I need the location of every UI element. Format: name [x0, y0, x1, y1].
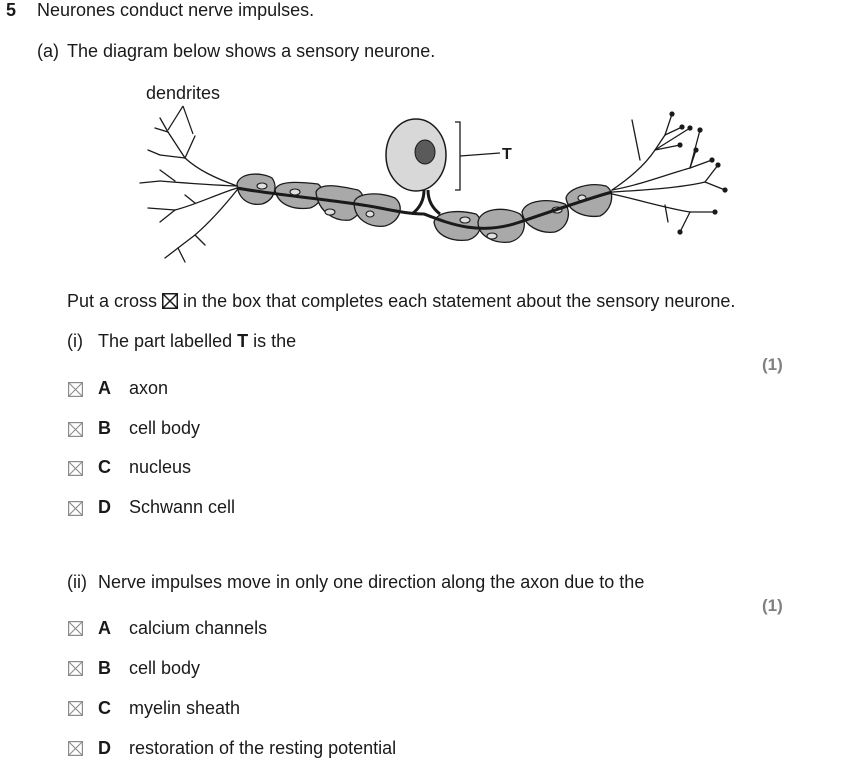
option-letter: A: [98, 378, 111, 398]
part-i-text-bold: T: [237, 331, 249, 351]
checkbox-icon[interactable]: [68, 701, 83, 716]
checkbox-icon[interactable]: [68, 422, 83, 437]
terminal-knobs: [669, 111, 727, 234]
part-i-label: (i): [67, 331, 83, 351]
checkbox-icon[interactable]: [68, 461, 83, 476]
checkbox-icon[interactable]: [68, 661, 83, 676]
left-dendrites: [140, 118, 237, 262]
checkbox-icon[interactable]: [68, 621, 83, 636]
checkbox-icon[interactable]: [68, 501, 83, 516]
part-ii-label: (ii): [67, 572, 87, 592]
checkbox-icon[interactable]: [68, 741, 83, 756]
dendrites-pointer-lines: [168, 106, 193, 134]
label-t: T: [502, 146, 512, 163]
part-ii-question: Nerve impulses move in only one direction along the axon due to the: [98, 572, 645, 592]
instruction-text-after: in the box that completes each statement about the sensory neurone.: [178, 291, 736, 311]
option-letter: C: [98, 698, 111, 718]
part-a-text: The diagram below shows a sensory neurone.: [67, 41, 436, 61]
part-i-question: [98, 331, 296, 352]
option-text: myelin sheath: [129, 698, 241, 718]
question-number: 5: [6, 0, 17, 20]
part-i-text-before: The part labelled: [98, 331, 238, 351]
option-text: nucleus: [129, 457, 192, 477]
question-stem: Neurones conduct nerve impulses.: [37, 0, 315, 20]
option-letter: D: [98, 738, 111, 758]
part-a-label: (a): [37, 41, 59, 61]
option-text: restoration of the resting potential: [129, 738, 397, 758]
label-t-bracket: [455, 122, 500, 190]
dendrites-label: dendrites: [146, 83, 221, 103]
part-i-marks: (1): [762, 355, 783, 374]
cell-body-stalk: [412, 190, 440, 214]
option-letter: D: [98, 497, 111, 517]
sensory-neurone-diagram: [0, 0, 863, 270]
instruction-text-before: Put a cross: [67, 291, 163, 311]
instruction: [67, 291, 735, 312]
option-letter: B: [98, 418, 111, 438]
option-letter: B: [98, 658, 111, 678]
option-text: calcium channels: [129, 618, 268, 638]
option-text: cell body: [129, 658, 201, 678]
option-letter: A: [98, 618, 111, 638]
option-text: Schwann cell: [129, 497, 236, 517]
axon-terminals: [612, 114, 725, 232]
part-ii-marks: (1): [762, 596, 783, 615]
part-i-text-after: is the: [248, 331, 297, 351]
option-text: axon: [129, 378, 169, 398]
cross-box-icon: [162, 293, 178, 309]
option-text: cell body: [129, 418, 201, 438]
option-letter: C: [98, 457, 111, 477]
checkbox-icon[interactable]: [68, 382, 83, 397]
cell-nucleus: [415, 140, 435, 164]
